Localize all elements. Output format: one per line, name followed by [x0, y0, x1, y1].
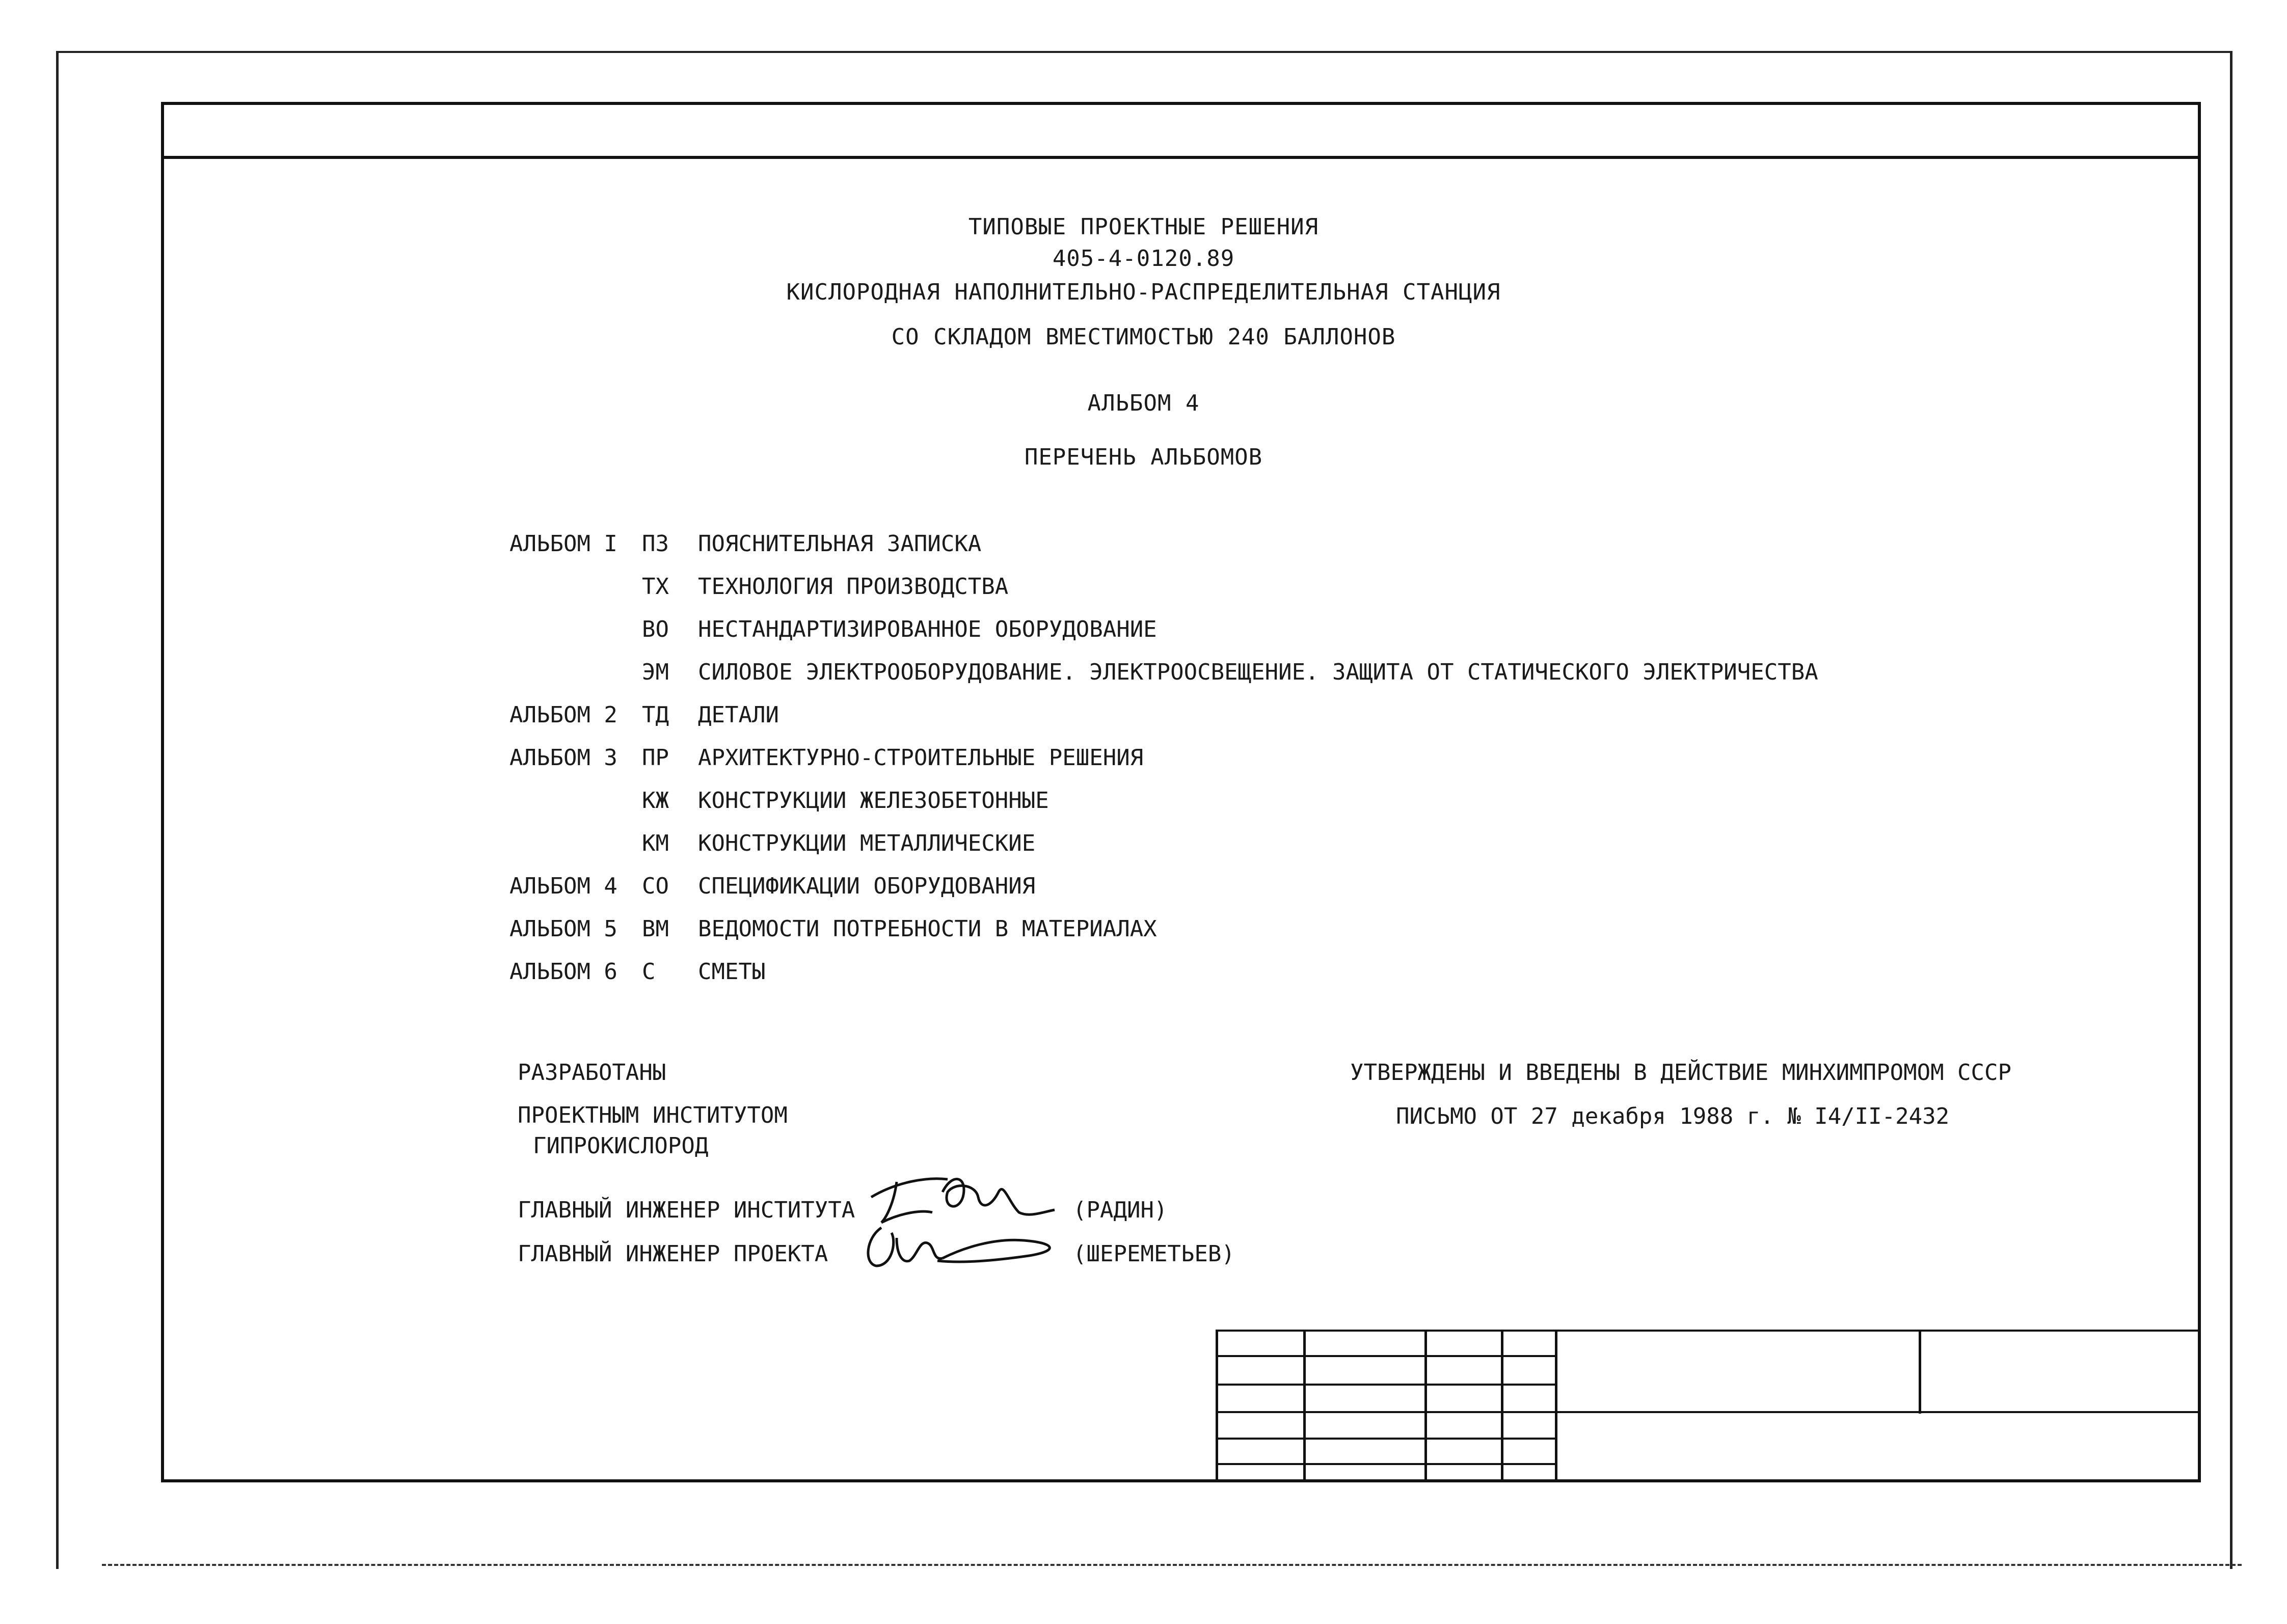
chief-engineer-project-name: (ШЕРЕМЕТЬЕВ)	[1073, 1241, 1235, 1267]
stamp-line	[1216, 1384, 1555, 1386]
signature-sheremetyev	[861, 1217, 1065, 1274]
institute-line-2: ГИПРОКИСЛОРОД	[533, 1133, 709, 1159]
stamp-line	[1216, 1355, 1555, 1357]
album-code: С	[642, 959, 656, 985]
album-title: КОНСТРУКЦИИ МЕТАЛЛИЧЕСКИЕ	[698, 830, 1036, 856]
album-code: ВМ	[642, 916, 669, 942]
stamp-line	[1919, 1330, 1921, 1414]
album-label: АЛЬБОМ I	[509, 531, 617, 557]
album-title: ПОЯСНИТЕЛЬНАЯ ЗАПИСКА	[698, 531, 982, 557]
stamp-line	[1501, 1330, 1503, 1482]
album-code: КМ	[642, 830, 669, 856]
stamp-line	[1303, 1330, 1306, 1482]
album-label: АЛЬБОМ 2	[509, 702, 617, 728]
album-code: КЖ	[642, 788, 669, 814]
stamp-line	[1216, 1438, 1555, 1440]
album-label: АЛЬБОМ 4	[509, 873, 617, 899]
album-title: АРХИТЕКТУРНО-СТРОИТЕЛЬНЫЕ РЕШЕНИЯ	[698, 745, 1144, 771]
outer-frame-bottom	[102, 1564, 2242, 1566]
album-title: СМЕТЫ	[698, 959, 766, 985]
album-code: ВО	[642, 616, 669, 642]
album-list-title: ПЕРЕЧЕНЬ АЛЬБОМОВ	[1024, 444, 1263, 470]
stamp-line	[1216, 1411, 2201, 1413]
institute-line-1: ПРОЕКТНЫМ ИНСТИТУТОМ	[518, 1102, 788, 1128]
album-title: НЕСТАНДАРТИЗИРОВАННОЕ ОБОРУДОВАНИЕ	[698, 616, 1157, 642]
album-code: ЭМ	[642, 659, 669, 685]
document-number: 405-4-0120.89	[1052, 246, 1235, 272]
approval-statement: УТВЕРЖДЕНЫ И ВВЕДЕНЫ В ДЕЙСТВИЕ МИНХИМПРОМОМ СССР	[1350, 1060, 2012, 1086]
album-code: ПЗ	[642, 531, 669, 557]
album-label: АЛЬБОМ 3	[509, 745, 617, 771]
album-code: ТХ	[642, 574, 669, 600]
stamp-line	[1216, 1330, 2201, 1332]
drawing-frame	[161, 102, 2201, 1482]
chief-engineer-institute-name: (РАДИН)	[1073, 1197, 1168, 1223]
album-label: АЛЬБОМ 6	[509, 959, 617, 985]
developed-by-label: РАЗРАБОТАНЫ	[518, 1060, 666, 1086]
album-code: ТД	[642, 702, 669, 728]
title-block	[1216, 1330, 2201, 1482]
album-title: ТЕХНОЛОГИЯ ПРОИЗВОДСТВА	[698, 574, 1009, 600]
project-subtitle: СО СКЛАДОМ ВМЕСТИМОСТЬЮ 240 БАЛЛОНОВ	[891, 324, 1396, 350]
album-title: ДЕТАЛИ	[698, 702, 779, 728]
album-code: ПР	[642, 745, 669, 771]
stamp-line	[1555, 1330, 1557, 1482]
album-number: АЛЬБОМ 4	[1087, 390, 1200, 416]
approval-letter: ПИСЬМО ОТ 27 декабря 1988 г. № I4/II-2432	[1396, 1103, 1950, 1129]
top-strip-line	[161, 156, 2201, 159]
album-title: СПЕЦИФИКАЦИИ ОБОРУДОВАНИЯ	[698, 873, 1036, 899]
stamp-line	[1216, 1330, 1218, 1482]
chief-engineer-institute-label: ГЛАВНЫЙ ИНЖЕНЕР ИНСТИТУТА	[518, 1197, 855, 1223]
stamp-line	[1424, 1330, 1427, 1482]
document-type: ТИПОВЫЕ ПРОЕКТНЫЕ РЕШЕНИЯ	[968, 214, 1319, 240]
project-title: КИСЛОРОДНАЯ НАПОЛНИТЕЛЬНО-РАСПРЕДЕЛИТЕЛЬНАЯ СТАНЦИЯ	[786, 279, 1501, 305]
album-title: СИЛОВОЕ ЭЛЕКТРООБОРУДОВАНИЕ. ЭЛЕКТРООСВЕЩЕНИЕ. ЗАЩИТА ОТ СТАТИЧЕСКОГО ЭЛЕКТРИЧЕСТВА	[698, 659, 1818, 685]
stamp-line	[1216, 1463, 1555, 1465]
album-title: ВЕДОМОСТИ ПОТРЕБНОСТИ В МАТЕРИАЛАХ	[698, 916, 1157, 942]
album-code: СО	[642, 873, 669, 899]
chief-engineer-project-label: ГЛАВНЫЙ ИНЖЕНЕР ПРОЕКТА	[518, 1241, 828, 1267]
album-label: АЛЬБОМ 5	[509, 916, 617, 942]
album-title: КОНСТРУКЦИИ ЖЕЛЕЗОБЕТОННЫЕ	[698, 788, 1049, 814]
